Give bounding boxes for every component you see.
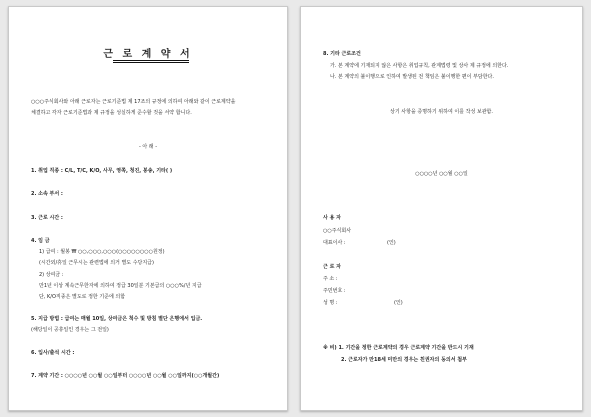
wage-bonus: 2) 상여금 :	[39, 272, 64, 278]
other-condition-a: 가. 본 계약에 기재되지 않은 사항은 취업규칙, 관계법령 및 상사 제 규정에 의한다.	[330, 63, 509, 69]
employer-representative: 대표이사 :	[323, 240, 346, 246]
item-other-conditions: 8. 기타 근로조건	[323, 51, 361, 57]
document-page-2	[300, 6, 583, 411]
wage-salary-note: (시간외/휴일 근무시는 관련법에 의거 별도 수당지급)	[39, 260, 154, 266]
intro-line-1: ○○○주식회사와 아래 근로자는 근로기준법 제 17조의 규정에 의하여 아래와 같이 근로계약을	[31, 99, 236, 105]
contract-date: ○○○○년 ○○월 ○○일	[415, 171, 468, 177]
contract-title: 근 로 계 약 서	[103, 49, 193, 60]
payment-method-note: (해당일이 공휴일인 경우는 그 전일)	[31, 327, 109, 333]
wage-bonus-line-1: 만1년 이상 계속근무한자에 의하여 정급 30일분 기본급의 ○○○%/년 지급	[39, 283, 202, 289]
item-job-type: 1. 취업 직종 : C/L, T/C, K/O, 사무, 영쪽, 청진, 봉송, 기타( )	[31, 168, 173, 174]
item-work-hours: 3. 근로 시간 :	[31, 215, 63, 221]
worker-resident-number: 주민번호 :	[323, 288, 346, 294]
proof-statement: 상기 사항을 증명하기 위하여 이를 작성 보관함.	[390, 109, 493, 115]
other-condition-b: 나. 본 계약의 불이행으로 인하여 발생된 전 책임은 불이행한 편이 부담한다.	[330, 74, 494, 80]
employer-label: 사 용 자	[323, 215, 341, 221]
item-department: 2. 소속 부서 :	[31, 191, 63, 197]
item-payment-method: 5. 지급 방법 : 급여는 매월 10일, 상여금은 척수 및 방침 별단 은행에서 입금.	[31, 316, 203, 322]
footnote-line-2: 2. 근로자가 만18세 미만의 경우는 친권자의 동의서 첨부	[341, 357, 467, 363]
item-contract-period: 7. 계약 기간 : ○○○○년 ○○월 ○○일부터 ○○○○년 ○○월 ○○일까지(○○개월간)	[31, 373, 220, 379]
worker-name: 성 명 :	[323, 300, 338, 306]
footnote-line-1: ※ 비) 1. 기간을 정한 근로계약의 경우 근로계약 기간을 반드시 기재	[323, 345, 474, 351]
section-heading: - 아 래 -	[138, 144, 158, 150]
employer-company: ○○주식회사	[323, 228, 352, 234]
worker-address: 주 소 :	[323, 276, 338, 282]
title-underline-bottom	[113, 62, 189, 63]
wage-salary: 1) 급여 : 월봉 ₩ ○○,○○○,○○○(○○○○○○○○원정)	[39, 249, 165, 255]
employer-seal: (인)	[387, 240, 396, 246]
item-wage: 4. 임 금	[31, 238, 50, 244]
document-page-1	[8, 6, 288, 411]
title-underline-top	[113, 60, 189, 61]
wage-bonus-line-2: 단, K/O직종은 별도로 정한 기준에 의함	[39, 294, 126, 300]
intro-line-2: 체결하고 각자 근로기준법과 제 규정을 성실하게 준수할 것을 서약 합니다.	[31, 110, 192, 116]
worker-label: 근 로 자	[323, 264, 341, 270]
item-start-date: 6. 입사/출석 시간 :	[31, 350, 75, 356]
worker-seal: (인)	[394, 300, 403, 306]
